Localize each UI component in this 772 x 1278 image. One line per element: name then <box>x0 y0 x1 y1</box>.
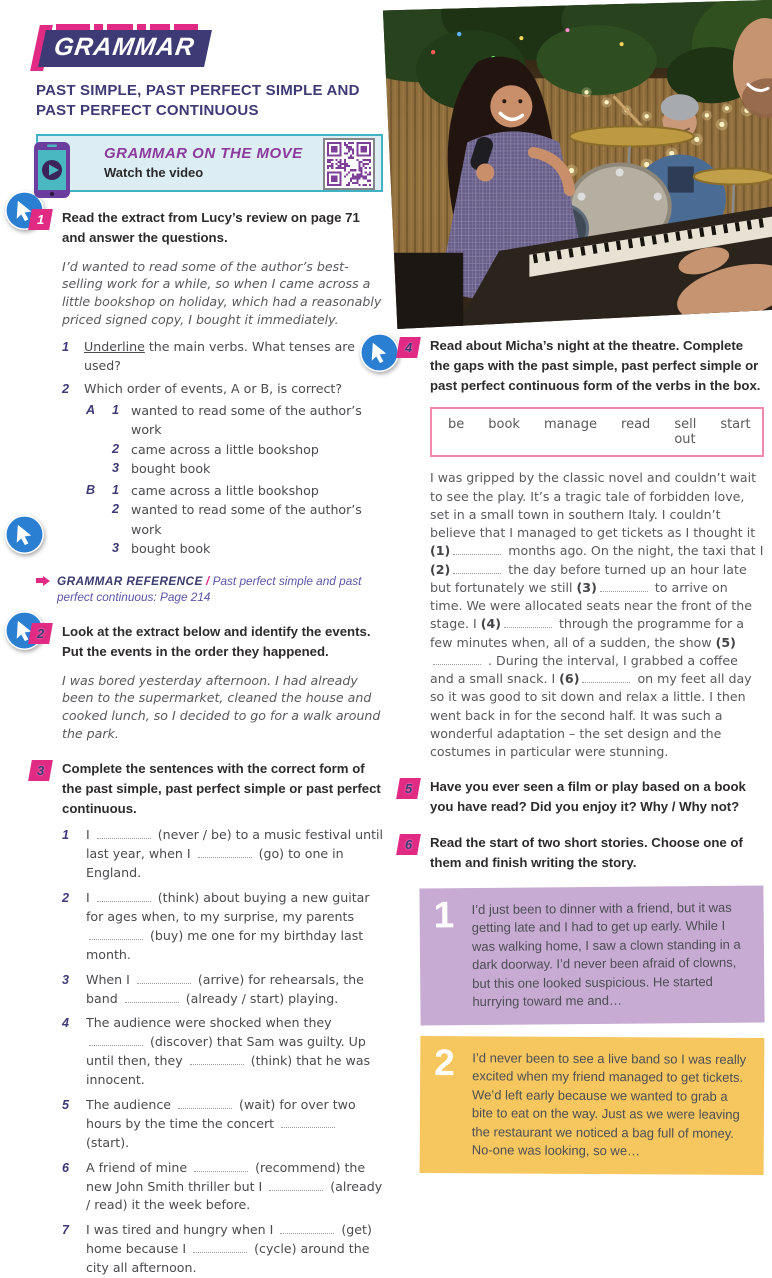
exercise-3 <box>30 759 383 1278</box>
qr-code <box>323 138 375 190</box>
word-box-word: be <box>448 417 465 433</box>
question-1 <box>62 338 383 376</box>
exercise-instruction: Read the extract from Lucy’s review on page 71 and answer the questions. <box>62 210 360 245</box>
exercise-instruction: Have you ever seen a film or play based on a book you have read? Did you enjoy it? Why / Why not? <box>430 779 746 815</box>
story-boxes <box>398 887 764 1174</box>
band-photo <box>381 0 772 329</box>
grammar-logo <box>42 24 202 67</box>
answer-gap[interactable] <box>125 992 179 1003</box>
answer-gap[interactable] <box>453 545 501 556</box>
word-box-word: manage <box>543 417 598 433</box>
ex1-options <box>62 401 383 559</box>
item-number: 3 <box>62 972 70 987</box>
word-box <box>430 407 764 457</box>
watch-the-video-label: Watch the video <box>104 165 204 180</box>
item-text: A friend of mine (recommend) the new John Smith thriller but I (already / read) it the week before. <box>86 1159 383 1213</box>
option-item <box>112 459 383 479</box>
exercise-instruction: Look at the extract below and identify the events. Put the events in the order they happened. <box>62 623 371 659</box>
word-box-word: book <box>488 417 520 433</box>
option-text: bought book <box>131 541 211 557</box>
word-box-word: sell out <box>674 417 697 448</box>
option-item <box>112 481 383 501</box>
item-number: 4 <box>62 1016 70 1031</box>
exercise-item <box>62 1221 383 1278</box>
gap-number: (2) <box>430 561 451 577</box>
item-text: I (think) about buying a new guitar for ages when, to my surprise, my parents (buy) me one for my birthday last month. <box>86 890 370 962</box>
gap-number: (3) <box>576 579 597 595</box>
option-row <box>62 481 383 559</box>
story-box <box>419 885 764 1025</box>
question-number: 2 <box>62 381 70 396</box>
option-item <box>112 401 383 440</box>
exercise-1 <box>30 208 383 559</box>
gap-number: (4) <box>480 616 501 632</box>
answer-gap[interactable] <box>453 563 501 574</box>
option-text: came across a little bookshop <box>131 482 319 498</box>
grammar-reference-text: GRAMMAR REFERENCE / Past perfect simple and past perfect continuous: Page 214 <box>57 573 362 605</box>
exercise-number-badge: 3 <box>28 760 53 781</box>
item-number: 2 <box>62 891 70 906</box>
option-number: 3 <box>112 461 120 476</box>
item-number: 6 <box>62 1160 70 1175</box>
answer-gap[interactable] <box>190 1055 244 1066</box>
item-number: 5 <box>62 1097 70 1112</box>
option-letter: A <box>86 402 96 417</box>
option-text: came across a little bookshop <box>131 441 319 457</box>
answer-gap[interactable] <box>194 1161 248 1172</box>
option-row <box>62 401 383 479</box>
story-number: 1 <box>433 893 455 935</box>
gap-number: (1) <box>430 543 451 559</box>
item-number: 1 <box>62 828 70 843</box>
story-text: I’d just been to dinner with a friend, but it was getting late and I had to get up early. While I was walking home, I saw a clown standing in a dark doorway. I’d never been afraid of clowns, but this one looked suspicious. He started hurrying toward me and… <box>471 899 741 1009</box>
exercise-item <box>62 1159 383 1216</box>
exercise-item <box>62 826 383 883</box>
answer-gap[interactable] <box>137 973 191 984</box>
section-title: GRAMMAR <box>52 33 197 61</box>
answer-gap[interactable] <box>178 1098 232 1109</box>
question-number: 1 <box>62 340 70 355</box>
reading-extract: I was bored yesterday afternoon. I had already been to the supermarket, cleaned the house and cooked lunch, so I decided to go for a walk around the park. <box>62 672 381 742</box>
exercise-4 <box>398 336 764 761</box>
option-number: 2 <box>112 441 120 456</box>
option-item <box>112 539 383 559</box>
word-box-word: start <box>720 417 751 433</box>
answer-gap[interactable] <box>281 1117 335 1128</box>
story-box <box>420 1036 765 1175</box>
option-text: bought book <box>131 461 211 477</box>
underlined-word: Underline <box>84 339 145 355</box>
word-box-word: read <box>621 417 651 433</box>
option-number: 3 <box>112 541 120 556</box>
ex4-paragraph: I was gripped by the classic novel and couldn’t wait to see the play. It’s a tragic tale of forbidden love, set in a small town in southern Italy. I couldn’t believe that I managed to get tickets as I thought it (1) months ago. On the night, the taxi that I (2) the day before turned up an hour late but fortunately we still (3) to arrive on time. We were allocated seats near the front of the stage. I (4) through the programme for a few minutes when, all of a sudden, the show (5) . During the interval, I grabbed a coffee and a small snack. I (6) on my feet all day so it was good to sit down and relax a little. I then went back in for the second half. It was such a wonderful adaptation – the set design and the costumes in particular were stunning. <box>430 470 764 760</box>
answer-gap[interactable] <box>269 1180 323 1191</box>
phone-video-icon <box>31 140 73 205</box>
option-number: 2 <box>112 502 120 517</box>
exercise-item <box>62 889 383 965</box>
question-text: Which order of events, A or B, is correct? <box>84 380 342 396</box>
on-the-move-title: GRAMMAR ON THE MOVE <box>104 145 303 162</box>
option-text: wanted to read some of the author’s work <box>131 402 362 438</box>
exercise-instruction: Complete the sentences with the correct form of the past simple, past perfect simple or past perfect continuous. <box>62 761 381 816</box>
option-text: wanted to read some of the author’s work <box>131 502 362 537</box>
grammar-reference[interactable] <box>30 573 383 606</box>
exercise-number-badge: 4 <box>396 337 421 358</box>
answer-gap[interactable] <box>89 1036 143 1047</box>
option-number: 1 <box>112 482 120 497</box>
exercise-item <box>62 1096 383 1153</box>
item-text: I was tired and hungry when I (get) home because I (cycle) around the city all afternoon. <box>86 1222 372 1276</box>
exercise-number-badge: 2 <box>28 623 53 644</box>
exercise-number-badge: 6 <box>396 834 421 855</box>
answer-gap[interactable] <box>89 929 143 940</box>
story-text: I’d never been to see a live band so I was really excited when my friend managed to get tickets. We’d left early because we wanted to grab a bite to eat on the way. Just as we were leaving the restaurant we noticed a bag full of money. No-one was looking, so we… <box>471 1050 747 1159</box>
question-2 <box>62 380 383 399</box>
option-item <box>112 440 383 460</box>
exercise-5 <box>398 777 764 817</box>
answer-gap[interactable] <box>504 618 552 629</box>
exercise-item <box>62 1014 383 1090</box>
band-photo-illustration <box>381 0 772 329</box>
exercise-instruction: Read the start of two short stories. Choose one of them and finish writing the story. <box>430 834 743 870</box>
answer-gap[interactable] <box>600 581 648 592</box>
question-text: Underline the main verbs. What tenses are used? <box>84 339 355 373</box>
item-text: The audience were shocked when they (discover) that Sam was guilty. Up until then, they (think) that he was innocent. <box>86 1015 371 1088</box>
item-text: The audience (wait) for over two hours by the time the concert (start). <box>86 1096 356 1150</box>
answer-gap[interactable] <box>582 672 630 683</box>
answer-gap[interactable] <box>97 891 151 902</box>
story-number: 2 <box>434 1042 455 1084</box>
exercise-number-badge: 5 <box>396 778 421 799</box>
answer-gap[interactable] <box>280 1224 334 1235</box>
arrow-right-icon <box>36 576 50 586</box>
exercise-number-badge: 1 <box>28 209 53 230</box>
answer-gap[interactable] <box>97 829 151 840</box>
exercise-item <box>62 971 383 1009</box>
exercise-2 <box>30 622 383 743</box>
option-items <box>112 401 383 479</box>
ex3-items <box>62 826 383 1278</box>
gap-number: (5) <box>715 634 736 650</box>
option-letter: B <box>86 482 96 497</box>
item-number: 7 <box>62 1223 70 1238</box>
exercise-6 <box>398 833 764 873</box>
item-text: When I (arrive) for rehearsals, the band (already / start) playing. <box>86 971 364 1006</box>
answer-gap[interactable] <box>198 848 252 859</box>
exercise-instruction: Read about Micha’s night at the theatre. Complete the gaps with the past simple, past perfect simple or past perfect continuous form of the verbs in the box. <box>430 338 761 393</box>
option-item <box>112 500 383 539</box>
item-text: I (never / be) to a music festival until last year, when I (go) to one in England. <box>86 827 384 881</box>
answer-gap[interactable] <box>433 654 481 665</box>
option-items <box>112 481 383 559</box>
answer-gap[interactable] <box>193 1243 247 1254</box>
page-title: PAST SIMPLE, PAST PERFECT SIMPLE AND PAST PERFECT CONTINUOUS <box>36 82 360 119</box>
reading-extract: I’d wanted to read some of the author’s best-selling work for a while, so when I came across a little bookshop on holiday, which had a reasonably priced signed copy, I bought it immediately. <box>62 258 382 328</box>
option-number: 1 <box>112 402 120 417</box>
grammar-on-the-move-box <box>36 134 383 192</box>
gap-number: (6) <box>559 671 580 687</box>
